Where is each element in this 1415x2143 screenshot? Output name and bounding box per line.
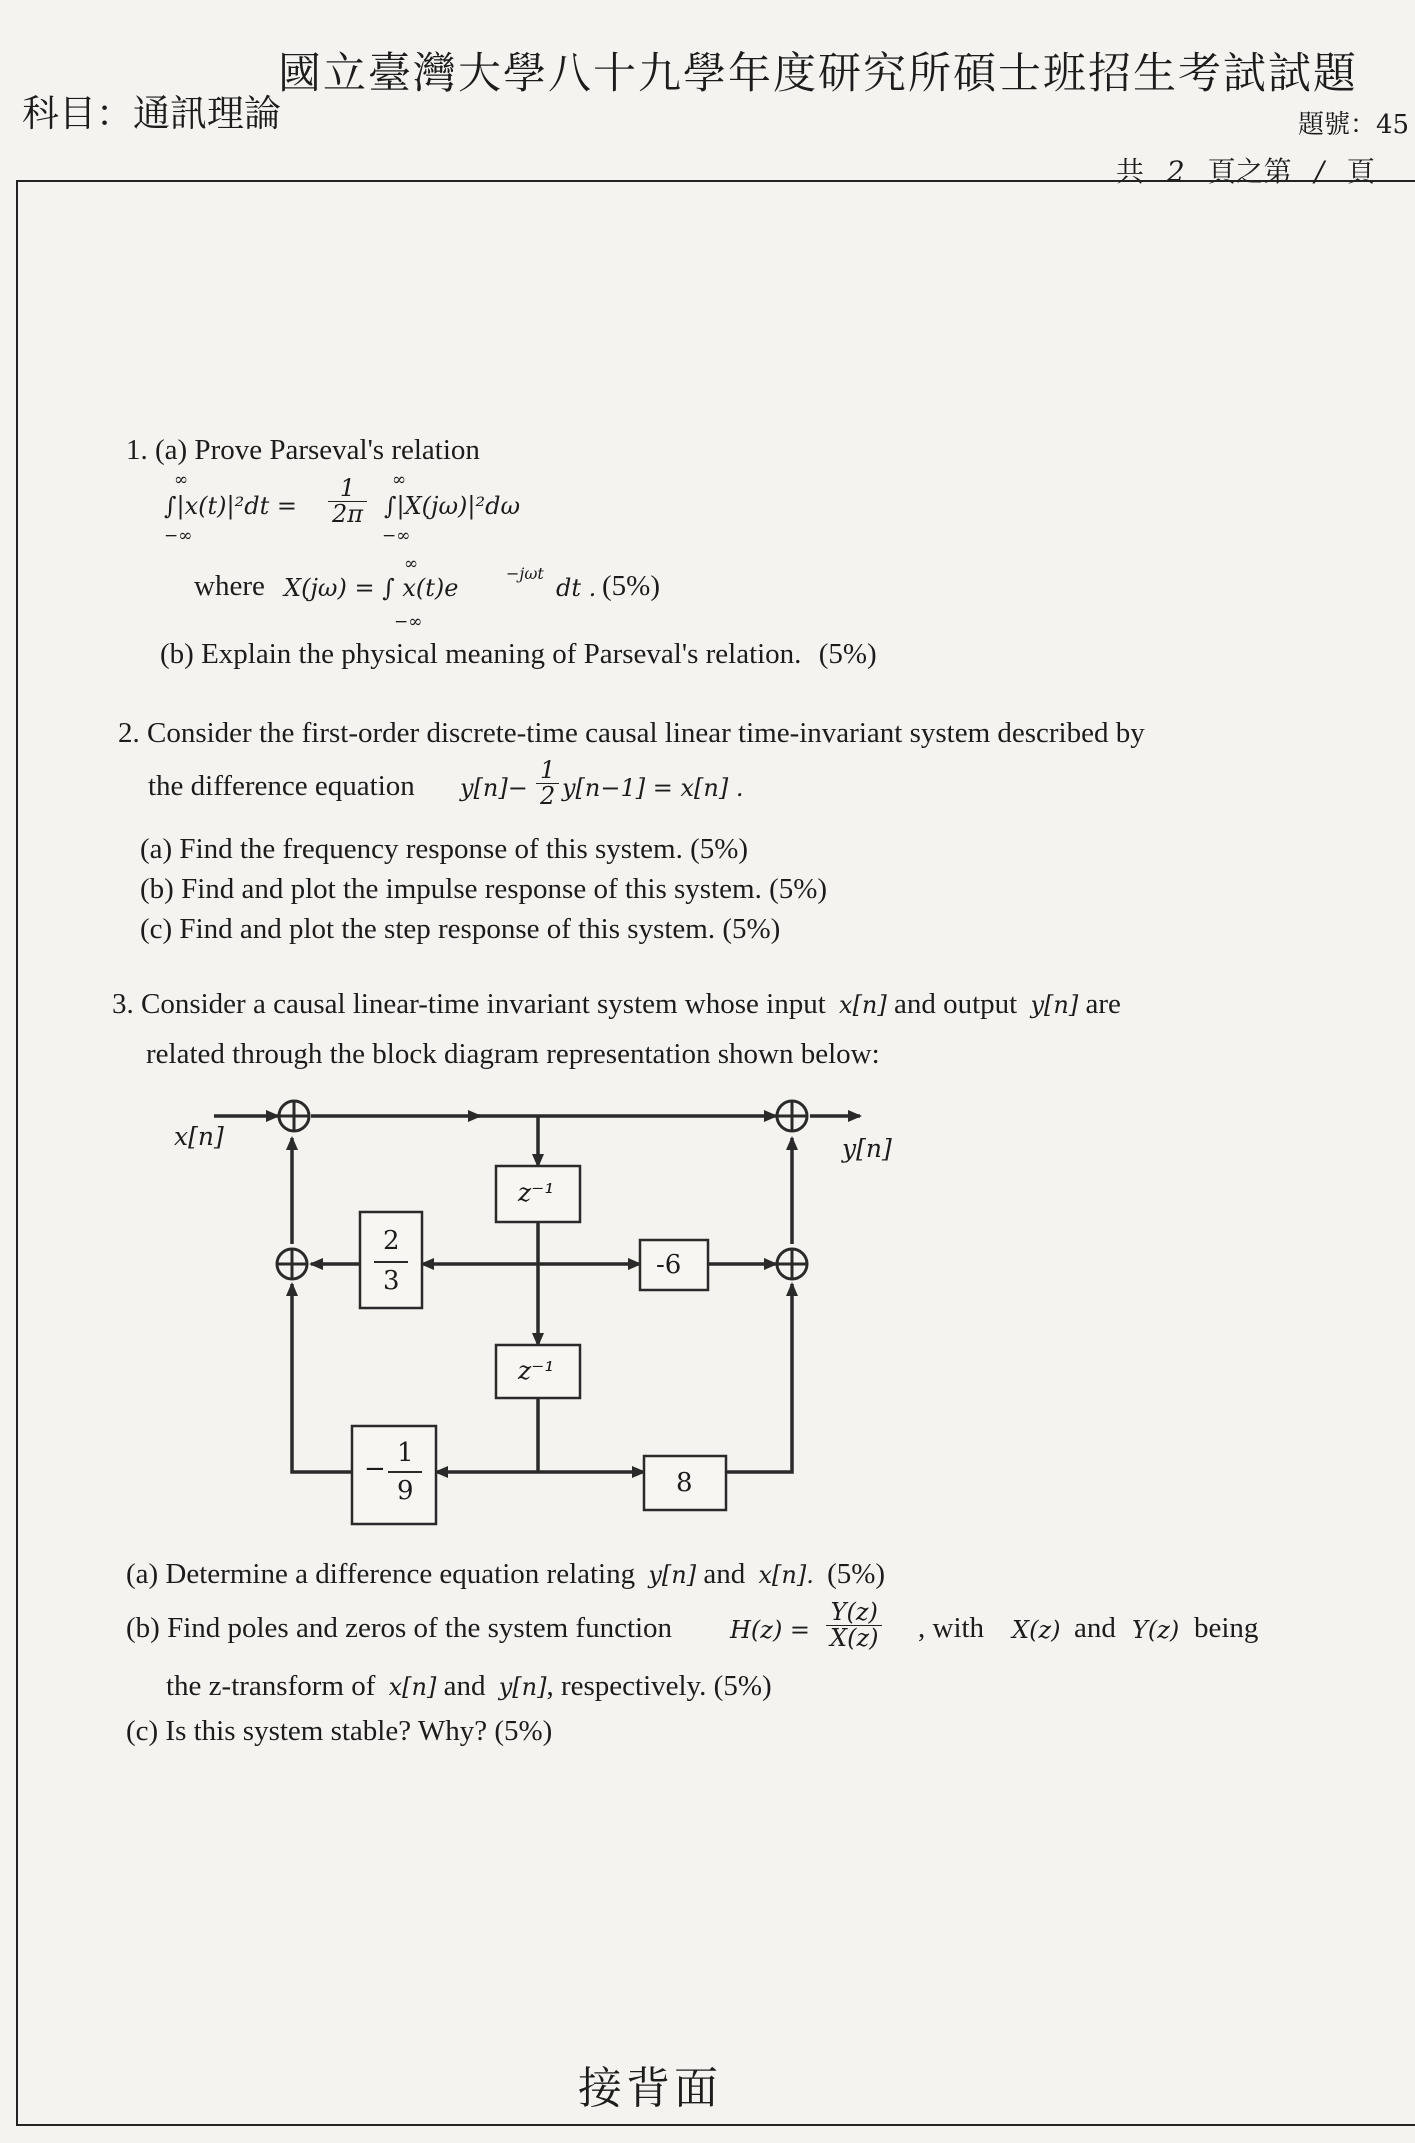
q3-part-b-l2-y: y[n]	[498, 1673, 547, 1701]
q3-part-a-text: (a) Determine a difference equation relating	[126, 1558, 636, 1590]
gain-c-num: 1	[397, 1438, 414, 1468]
q3-part-a-x: x[n].	[758, 1561, 814, 1589]
adder-top-right	[777, 1101, 807, 1131]
q3-stem-l1-b: and output	[894, 988, 1018, 1020]
subject-label: 科目：通訊理論	[22, 92, 281, 135]
exam-title: 國立臺灣大學八十九學年度研究所碩士班招生考試試題	[278, 49, 1358, 99]
q3-part-b-l2-post: , respectively. (5%)	[546, 1670, 772, 1702]
diagram-output-label: y[n]	[842, 1134, 892, 1163]
q2-part-a: (a) Find the frequency response of this system. (5%)	[140, 833, 749, 865]
adder-mid-right	[777, 1249, 807, 1279]
q1-eq1-upper-limit: ∞	[174, 470, 189, 490]
q3-part-a-y: y[n]	[648, 1561, 697, 1589]
q1-eq2-exponent: −jωt	[506, 564, 544, 583]
q3-stem-l1-a: 3. Consider a causal linear-time invariant system whose input	[112, 988, 826, 1020]
q1-eq1-lhs: ∫|x(t)|²dt =	[164, 492, 297, 520]
gain-c-to-adder	[292, 1284, 352, 1472]
q3-part-a	[126, 1558, 885, 1591]
q1-eq1-lower-limit-2: −∞	[382, 526, 411, 546]
q2-eq-fraction-den: 2	[540, 782, 556, 811]
gain-a-den: 3	[383, 1266, 400, 1296]
q3-part-b-den: X(z)	[830, 1624, 879, 1653]
q2-part-c: (c) Find and plot the step response of this system. (5%)	[140, 913, 781, 945]
q3-part-b	[126, 1600, 1306, 1670]
q3-part-b-line-2	[166, 1670, 772, 1703]
gain-c-sign: −	[364, 1454, 386, 1484]
q3-part-b-being: being	[1194, 1612, 1259, 1644]
q3-part-a-and: and	[703, 1558, 746, 1590]
q3-stem-output: y[n]	[1030, 991, 1079, 1019]
adder-mid-left	[277, 1249, 307, 1279]
gain-c-den: 9	[397, 1476, 414, 1506]
gain-d-label: 8	[676, 1468, 693, 1498]
q1-eq1-lower-limit: −∞	[164, 526, 193, 546]
q3-stem-l1-c: are	[1085, 988, 1121, 1020]
delay-1-label: z⁻¹	[518, 1178, 555, 1207]
pages-middle: 頁之第	[1207, 155, 1292, 188]
q3-stem-input: x[n]	[839, 991, 887, 1019]
continue-on-back-note: 接背面	[578, 2063, 722, 2114]
q1-eq1-fraction-den: 2π	[332, 500, 364, 529]
q3-part-b-and: and	[1074, 1612, 1116, 1644]
q1-stem: 1. (a) Prove Parseval's relation	[126, 434, 480, 466]
pages-total: 2	[1166, 155, 1185, 188]
q3-part-b-num: Y(z)	[826, 1600, 882, 1626]
q2-eq-fraction-num: 1	[536, 758, 559, 784]
q1-eq2: X(jω) = ∫ x(t)e	[284, 574, 459, 602]
q1-eq2-points: (5%)	[602, 570, 660, 602]
q1-where: where	[194, 570, 265, 602]
pages-current: /	[1314, 155, 1325, 188]
q1-eq2-upper-limit: ∞	[404, 554, 419, 574]
diagram-input-label: x[n]	[174, 1122, 224, 1151]
q2-eq-right: y[n−1] = x[n] .	[562, 774, 744, 802]
q2-eq-left: y[n]−	[460, 774, 528, 802]
q1-eq2-tail: dt .	[556, 574, 597, 602]
q1-eq1-upper-limit-2: ∞	[392, 470, 407, 490]
q3-part-b-l2-and: and	[443, 1670, 486, 1702]
q3-part-c: (c) Is this system stable? Why? (5%)	[126, 1715, 553, 1747]
question-number: 題號：45	[1298, 110, 1410, 140]
q1-part-b-points: (5%)	[818, 638, 877, 670]
q1-eq2-lower-limit: −∞	[394, 612, 423, 632]
q3-part-b-H: H(z) =	[730, 1616, 811, 1644]
q3-part-b-Y: Y(z)	[1132, 1616, 1180, 1644]
gain-b-label: -6	[656, 1250, 682, 1280]
q3-part-b-X: X(z)	[1012, 1616, 1061, 1644]
q3-part-b-l2-x: x[n]	[388, 1673, 437, 1701]
q2-part-b: (b) Find and plot the impulse response of this system. (5%)	[140, 873, 828, 905]
q2-stem: 2. Consider the first-order discrete-time causal linear time-invariant system described by	[118, 717, 1145, 749]
q3-part-b-fraction	[826, 1600, 882, 1651]
q1-eq1-fraction-num: 1	[328, 476, 367, 502]
gain-a-num: 2	[383, 1226, 400, 1256]
pages-suffix: 頁	[1346, 155, 1375, 188]
delay-2-label: z⁻¹	[518, 1356, 555, 1385]
q3-part-b-l2-text: the z-transform of	[166, 1670, 376, 1702]
gain-d-to-adder	[726, 1284, 792, 1472]
pages-total-prefix: 共	[1116, 155, 1145, 188]
q2-line2-text: the difference equation	[148, 770, 415, 802]
q3-part-b-with: , with	[918, 1612, 985, 1644]
q3-part-a-points: (5%)	[827, 1558, 886, 1590]
q1-eq1-rhs: ∫|X(jω)|²dω	[384, 492, 521, 520]
q3-part-b-text: (b) Find poles and zeros of the system function	[126, 1612, 673, 1644]
q1-part-b-text: (b) Explain the physical meaning of Parseval's relation.	[160, 638, 802, 670]
adder-top-left	[279, 1101, 309, 1131]
q3-stem-line-2: related through the block diagram representation shown below:	[146, 1038, 880, 1070]
